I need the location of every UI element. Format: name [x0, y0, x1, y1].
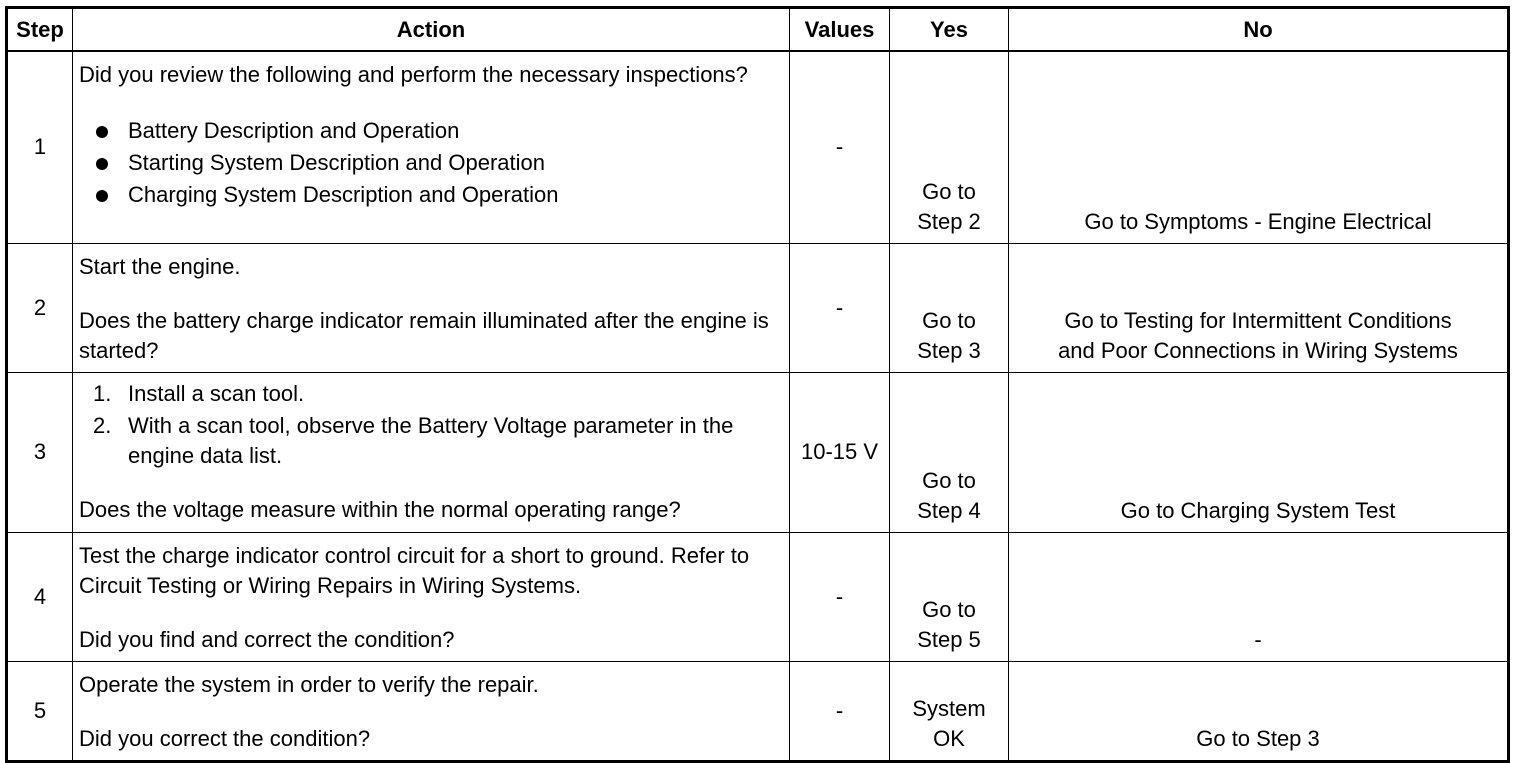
header-yes: Yes: [890, 8, 1009, 52]
yes-line: Step 4: [917, 497, 981, 523]
values-cell: -: [790, 51, 890, 243]
yes-line: Step 2: [917, 208, 981, 234]
list-item: [79, 379, 783, 409]
action-text: Start the engine.: [79, 253, 241, 279]
yes-cell: [890, 372, 1009, 532]
list-item-text: Charging System Description and Operation: [128, 182, 559, 207]
action-cell: [73, 372, 790, 532]
table-row: [7, 661, 1509, 761]
header-no: No: [1009, 8, 1509, 52]
no-cell: Go to Step 3: [1009, 661, 1509, 761]
substep-text: Install a scan tool.: [128, 380, 305, 406]
action-text: Test the charge indicator control circuit for a short to ground. Refer to Circuit Testing or Wiring Repairs in Wiring Systems.: [79, 542, 750, 598]
bullet-icon: [96, 190, 108, 202]
bullet-icon: [96, 158, 108, 170]
yes-line: Step 3: [917, 337, 981, 363]
step-number: 5: [7, 661, 73, 761]
yes-line: Step 5: [917, 626, 981, 652]
values-cell: -: [790, 661, 890, 761]
yes-line: Go to: [922, 307, 976, 333]
yes-cell: [890, 661, 1009, 761]
action-cell: [73, 51, 790, 243]
action-question: Does the battery charge indicator remain illuminated after the engine is started?: [79, 307, 769, 363]
list-item: [79, 148, 783, 178]
values-cell: -: [790, 532, 890, 661]
action-text: Did you review the following and perform the necessary inspections?: [79, 62, 748, 87]
list-item: [79, 180, 783, 210]
action-question: Did you correct the condition?: [79, 725, 371, 751]
table-row: [7, 372, 1509, 532]
action-text: Operate the system in order to verify the repair.: [79, 671, 539, 697]
yes-cell: [890, 243, 1009, 372]
values-cell: 10-15 V: [790, 372, 890, 532]
action-cell: [73, 243, 790, 372]
values-cell: -: [790, 243, 890, 372]
yes-line: Go to: [922, 596, 976, 622]
yes-cell: [890, 51, 1009, 243]
diagnostic-table: [5, 6, 1510, 763]
no-cell: [1009, 243, 1509, 372]
list-item-text: Battery Description and Operation: [128, 118, 460, 143]
action-cell: [73, 661, 790, 761]
no-cell: Go to Symptoms - Engine Electrical: [1009, 51, 1509, 243]
table-row: [7, 532, 1509, 661]
yes-line: System: [912, 695, 986, 721]
no-line: Go to Testing for Intermittent Conditions: [1064, 307, 1452, 333]
step-number: 3: [7, 372, 73, 532]
bullet-icon: [96, 126, 108, 138]
substep-text: With a scan tool, observe the Battery Voltage parameter in the engine data list.: [128, 412, 734, 468]
no-line: and Poor Connections in Wiring Systems: [1058, 337, 1458, 363]
yes-cell: [890, 532, 1009, 661]
yes-line: Go to: [922, 467, 976, 493]
no-cell: Go to Charging System Test: [1009, 372, 1509, 532]
step-number: 4: [7, 532, 73, 661]
substep-number: 2.: [93, 412, 112, 438]
list-item: [79, 116, 783, 146]
action-question: Does the voltage measure within the normal operating range?: [79, 496, 681, 522]
table-row: [7, 51, 1509, 243]
step-number: 1: [7, 51, 73, 243]
list-item: [79, 411, 783, 471]
substep-list: [79, 379, 783, 471]
action-question: Did you find and correct the condition?: [79, 626, 455, 652]
bullet-list: [79, 116, 783, 210]
header-values: Values: [790, 8, 890, 52]
step-number: 2: [7, 243, 73, 372]
no-cell: -: [1009, 532, 1509, 661]
list-item-text: Starting System Description and Operation: [128, 150, 545, 175]
action-cell: [73, 532, 790, 661]
yes-line: Go to: [922, 178, 976, 204]
substep-number: 1.: [93, 380, 112, 406]
table-row: [7, 243, 1509, 372]
yes-line: OK: [933, 725, 965, 751]
header-step: Step: [7, 8, 73, 52]
header-action: Action: [73, 8, 790, 52]
header-row: [7, 8, 1509, 52]
